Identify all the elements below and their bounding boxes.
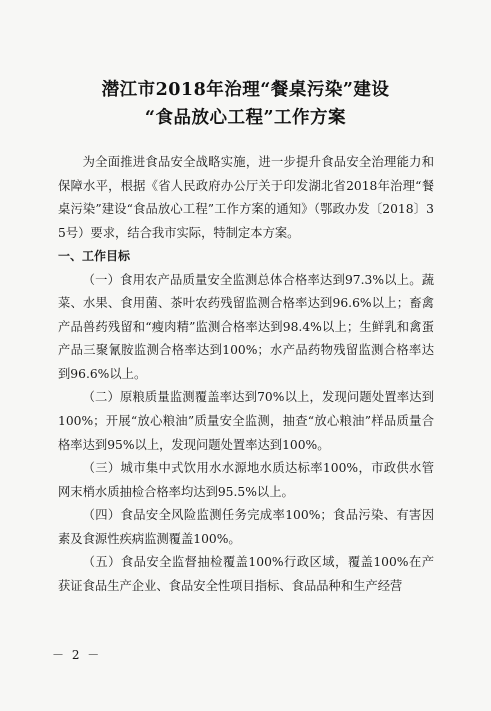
goal-paragraph-2: （二）原粮质量监测覆盖率达到70%以上，发现问题处置率达到100%；开展“放心粮油”质量安全监测，抽查“放心粮油”样品质量合格率达到95%以上，发现问题处置率达到100%。 bbox=[58, 390, 434, 452]
document-body bbox=[58, 151, 434, 598]
goal-paragraph-4: （四）食品安全风险监测任务完成率100%；食品污染、有害因素及食源性疾病监测覆盖100%。 bbox=[58, 508, 434, 546]
intro-paragraph: 为全面推进食品安全战略实施，进一步提升食品安全治理能力和保障水平，根据《省人民政府办公厅关于印发湖北省2018年治理“餐桌污染”建设“食品放心工程”工作方案的通知》（鄂政办发〔2018〕35号）要求，结合我市实际，特制定本方案。 bbox=[58, 155, 434, 240]
goal-paragraph-3: （三）城市集中式饮用水水源地水质达标率100%，市政供水管网末梢水质抽检合格率均达到95.5%以上。 bbox=[58, 461, 434, 499]
section-heading-goals: 一、工作目标 bbox=[58, 249, 131, 264]
goal-paragraph-5: （五）食品安全监督抽检覆盖100%行政区域，覆盖100%在产获证食品生产企业、食品安全性项目指标、食品品种和生产经营 bbox=[58, 555, 434, 593]
goal-paragraph-1: （一）食用农产品质量安全监测总体合格率达到97.3%以上。蔬菜、水果、食用菌、茶叶农药残留监测合格率达到96.6%以上；畜禽产品兽药残留和“瘦肉精”监测合格率达到98.4%以上；生鲜乳和禽蛋产品三聚氰胺监测合格率达到100%；水产品药物残留监测合格率达到96.6%以上。 bbox=[58, 272, 434, 381]
document-title-line-1: 潜江市2018年治理“餐桌污染”建设 bbox=[101, 80, 390, 100]
page-number: － 2 － bbox=[52, 648, 102, 662]
document-title-line-2: “食品放心工程”工作方案 bbox=[144, 108, 347, 128]
